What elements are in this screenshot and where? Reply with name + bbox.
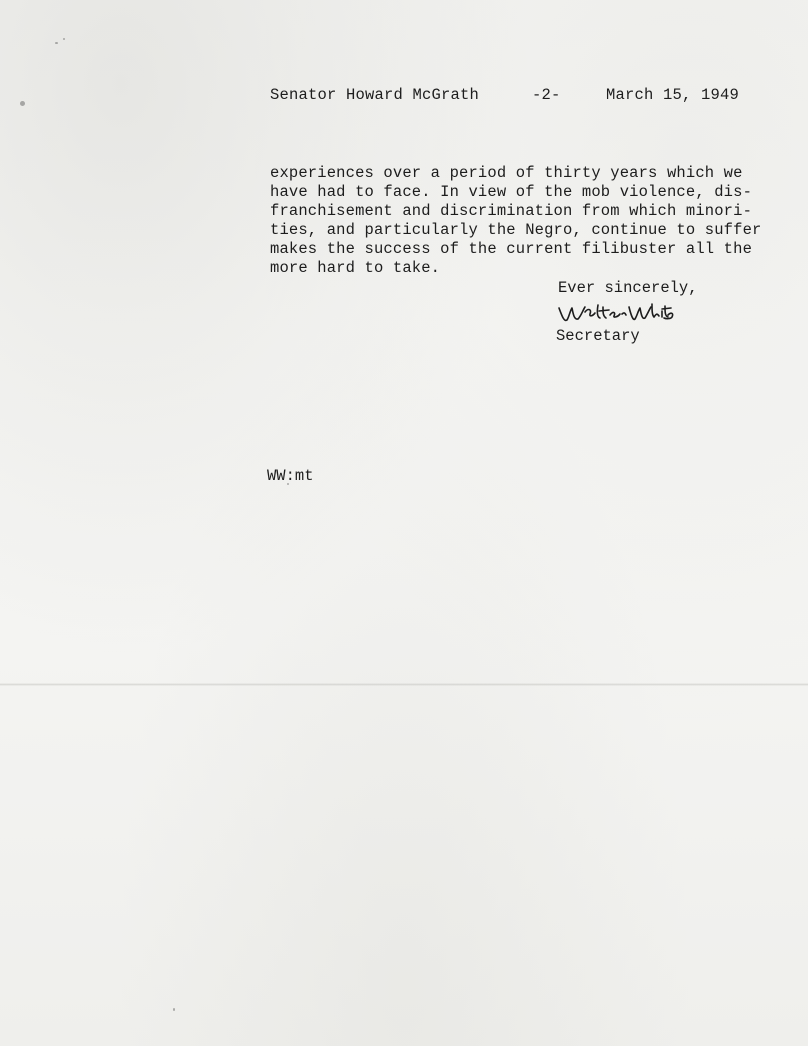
- signer-title: Secretary: [556, 327, 640, 345]
- handwritten-signature: [556, 298, 674, 328]
- body-line: experiences over a period of thirty years which we: [270, 164, 743, 182]
- paper-fold-line: [0, 683, 808, 686]
- reference-initials: WW:mt: [267, 467, 314, 485]
- body-line: makes the success of the current filibuster all the: [270, 240, 753, 258]
- header-recipient: Senator Howard McGrath: [270, 86, 480, 104]
- body-line: more hard to take.: [270, 259, 441, 277]
- paper-speck: [173, 1008, 175, 1011]
- closing-salutation: Ever sincerely,: [558, 279, 698, 297]
- paper-speck: [55, 42, 58, 44]
- letter-body: [270, 164, 785, 278]
- paper-speck: [20, 101, 25, 106]
- body-line: franchisement and discrimination from which minori-: [270, 202, 753, 220]
- paper-speck: [63, 38, 65, 40]
- body-line: have had to face. In view of the mob violence, dis-: [270, 183, 753, 201]
- header-page-number: -2-: [532, 86, 561, 104]
- page-header: [270, 86, 750, 108]
- body-line: ties, and particularly the Negro, continue to suffer: [270, 221, 762, 239]
- header-date: March 15, 1949: [606, 86, 740, 104]
